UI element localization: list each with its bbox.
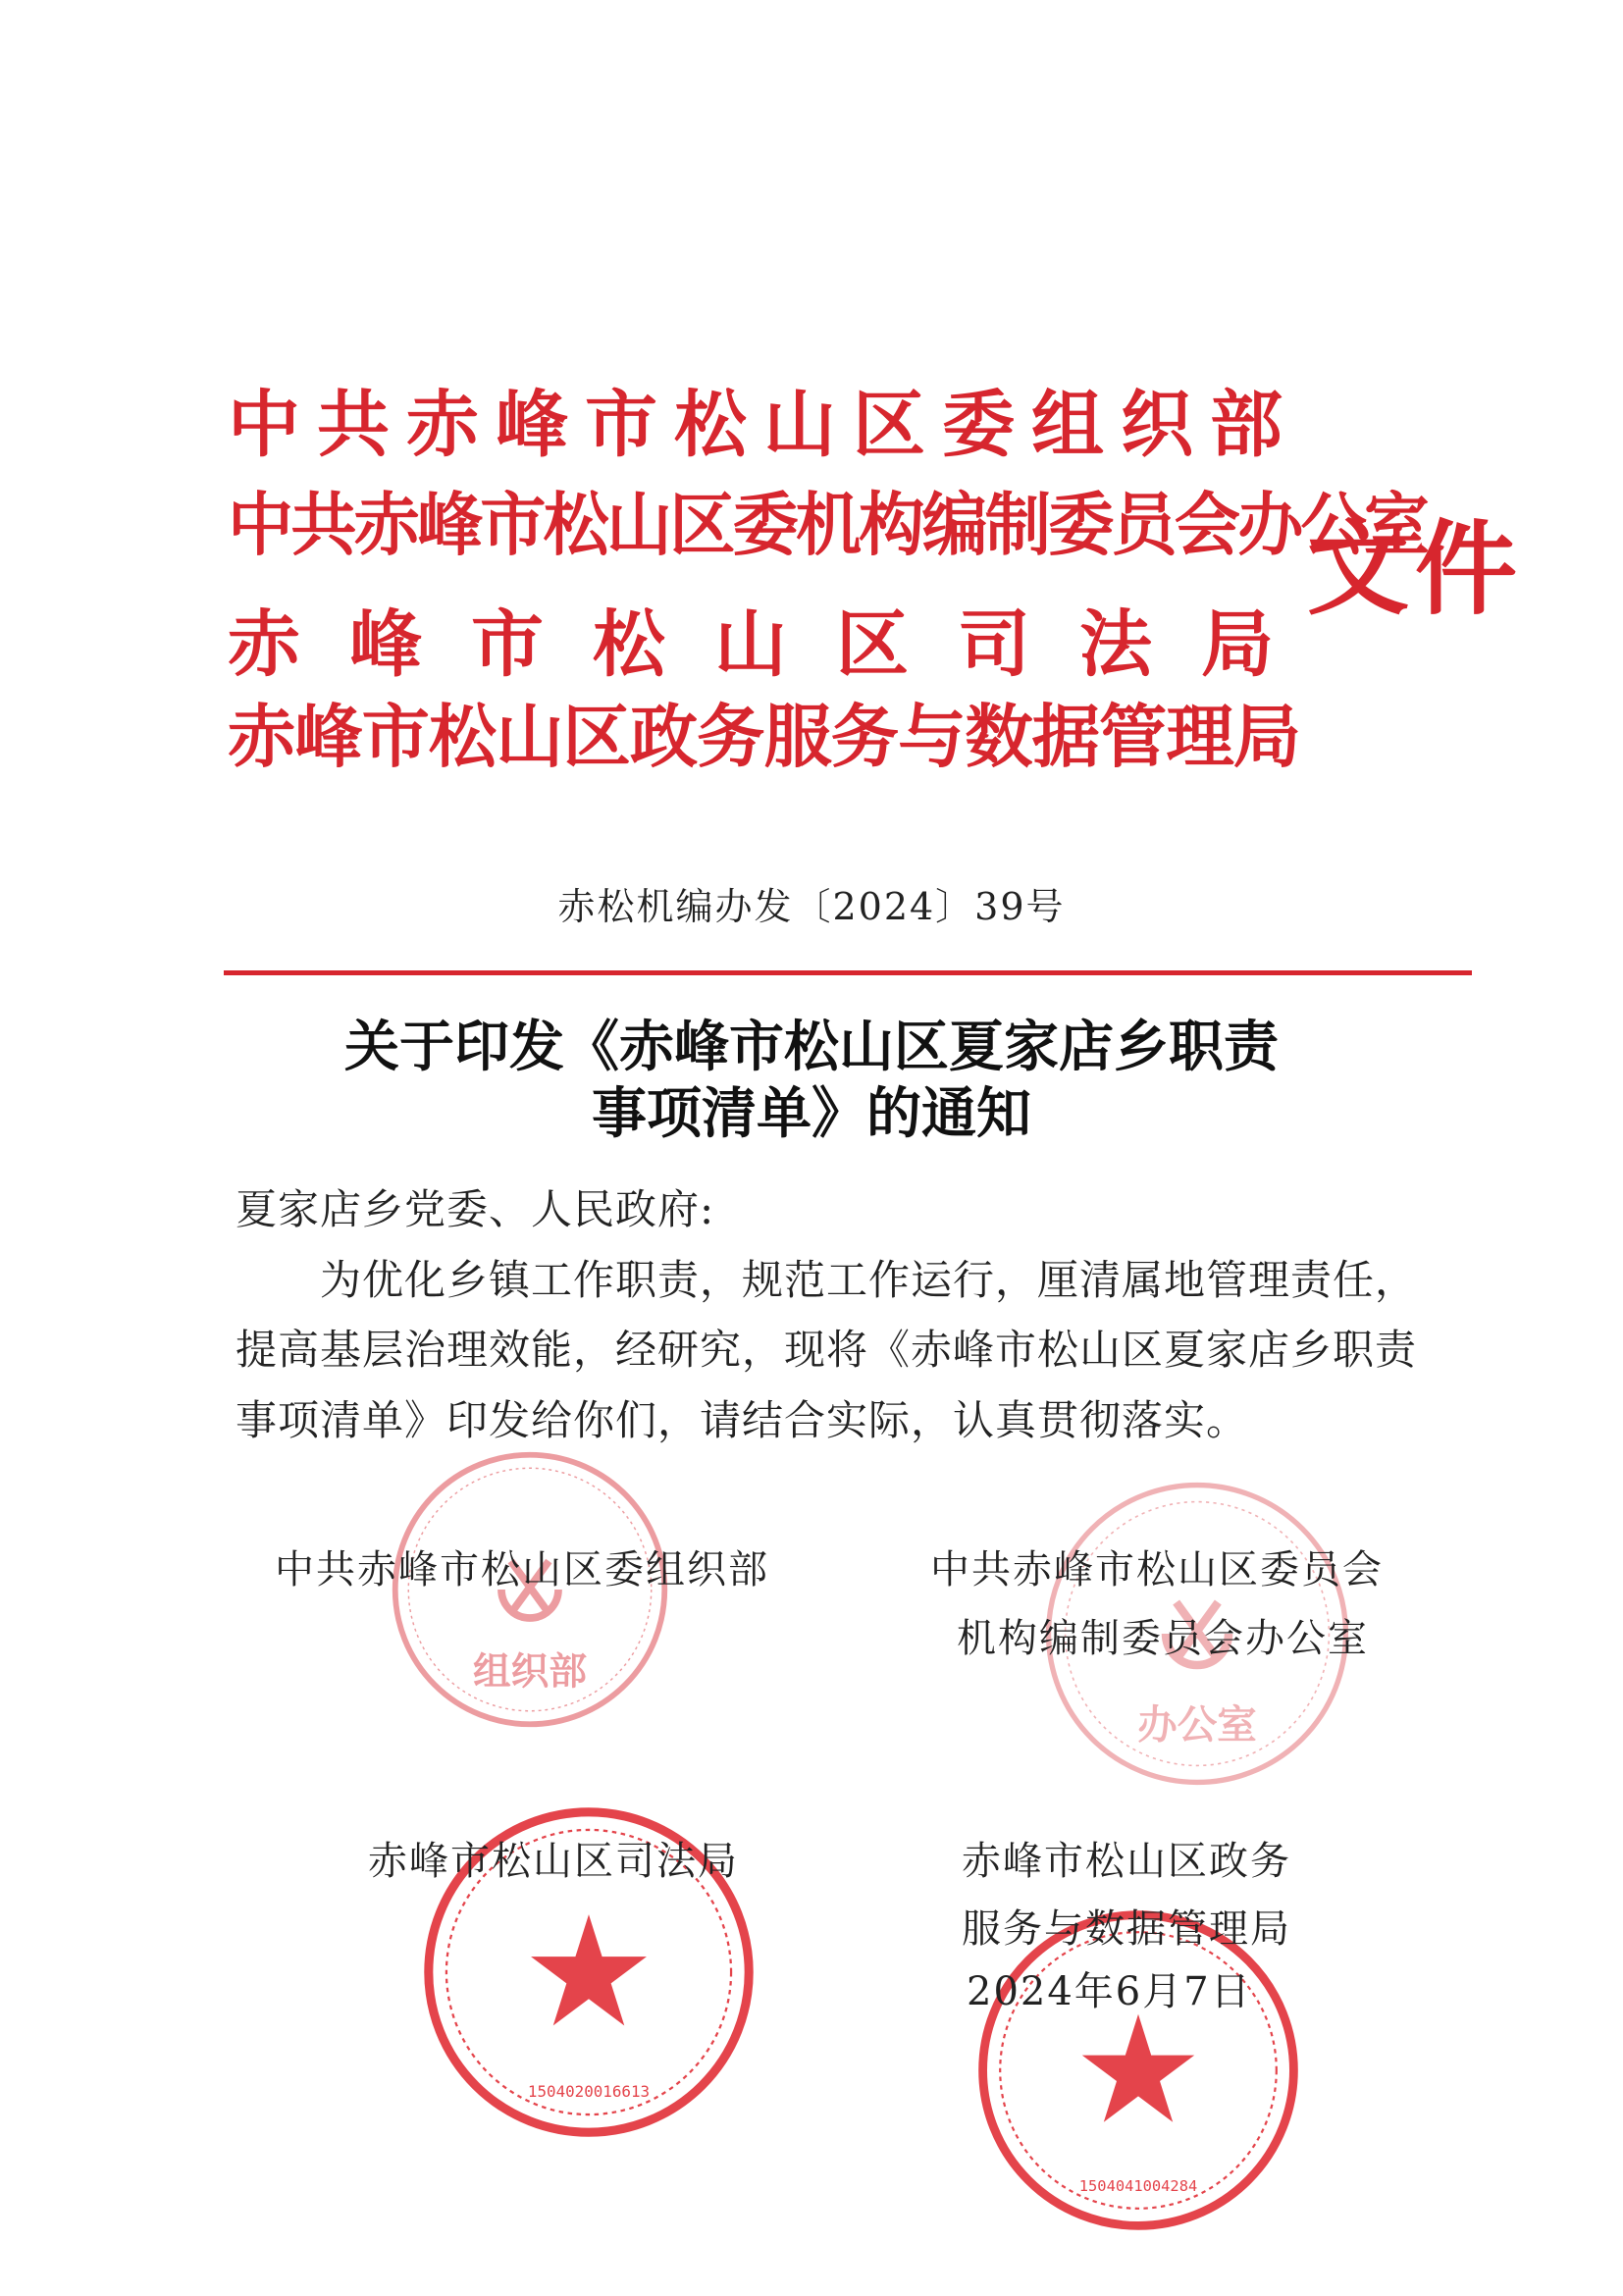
body-line-2: 提高基层治理效能，经研究，现将《赤峰市松山区夏家店乡职责 — [236, 1326, 1418, 1374]
header-org-2: 中共赤峰市松山区委机构编制委员会办公室 — [228, 485, 1428, 565]
red-divider — [224, 970, 1472, 975]
svg-text:1504041004284: 1504041004284 — [1078, 2177, 1198, 2196]
document-header — [228, 381, 1524, 777]
header-suffix: 文件 — [1307, 509, 1524, 629]
signature-staffing-office-line-2: 机构编制委员会办公室 — [957, 1616, 1369, 1661]
salutation: 夏家店乡党委、人民政府: — [236, 1185, 715, 1233]
signature-staffing-office-line-1: 中共赤峰市松山区委员会 — [930, 1547, 1384, 1592]
body-line-1: 为优化乡镇工作职责，规范工作运行，厘清属地管理责任， — [320, 1256, 1418, 1304]
signature-justice-bureau: 赤峰市松山区司法局 — [368, 1839, 739, 1884]
document-title-line-1: 关于印发《赤峰市松山区夏家店乡职责 — [344, 1016, 1279, 1079]
header-org-1: 中共赤峰市松山区委组织部 — [228, 383, 1299, 467]
header-org-3: 赤峰市松山区司法局 — [228, 602, 1323, 687]
document-number: 赤松机编办发〔2024〕39号 — [557, 885, 1066, 928]
signature-data-bureau-line-1: 赤峰市松山区政务 — [962, 1839, 1291, 1884]
body-line-3: 事项清单》印发给你们，请结合实际，认真贯彻落实。 — [236, 1396, 1249, 1444]
svg-text:组织部: 组织部 — [473, 1649, 587, 1695]
header-org-4: 赤峰市松山区政务服务与数据管理局 — [228, 697, 1300, 777]
document-title-line-2: 事项清单》的通知 — [592, 1082, 1031, 1146]
data-bureau-seal — [976, 1908, 1300, 2232]
svg-text:办公室: 办公室 — [1137, 1700, 1257, 1748]
svg-text:1504020016613: 1504020016613 — [527, 2081, 651, 2101]
signature-organization-dept: 中共赤峰市松山区委组织部 — [275, 1547, 769, 1592]
signature-data-bureau-line-2: 服务与数据管理局 — [962, 1906, 1291, 1952]
issue-date: 2024年6月7日 — [967, 1969, 1252, 2014]
